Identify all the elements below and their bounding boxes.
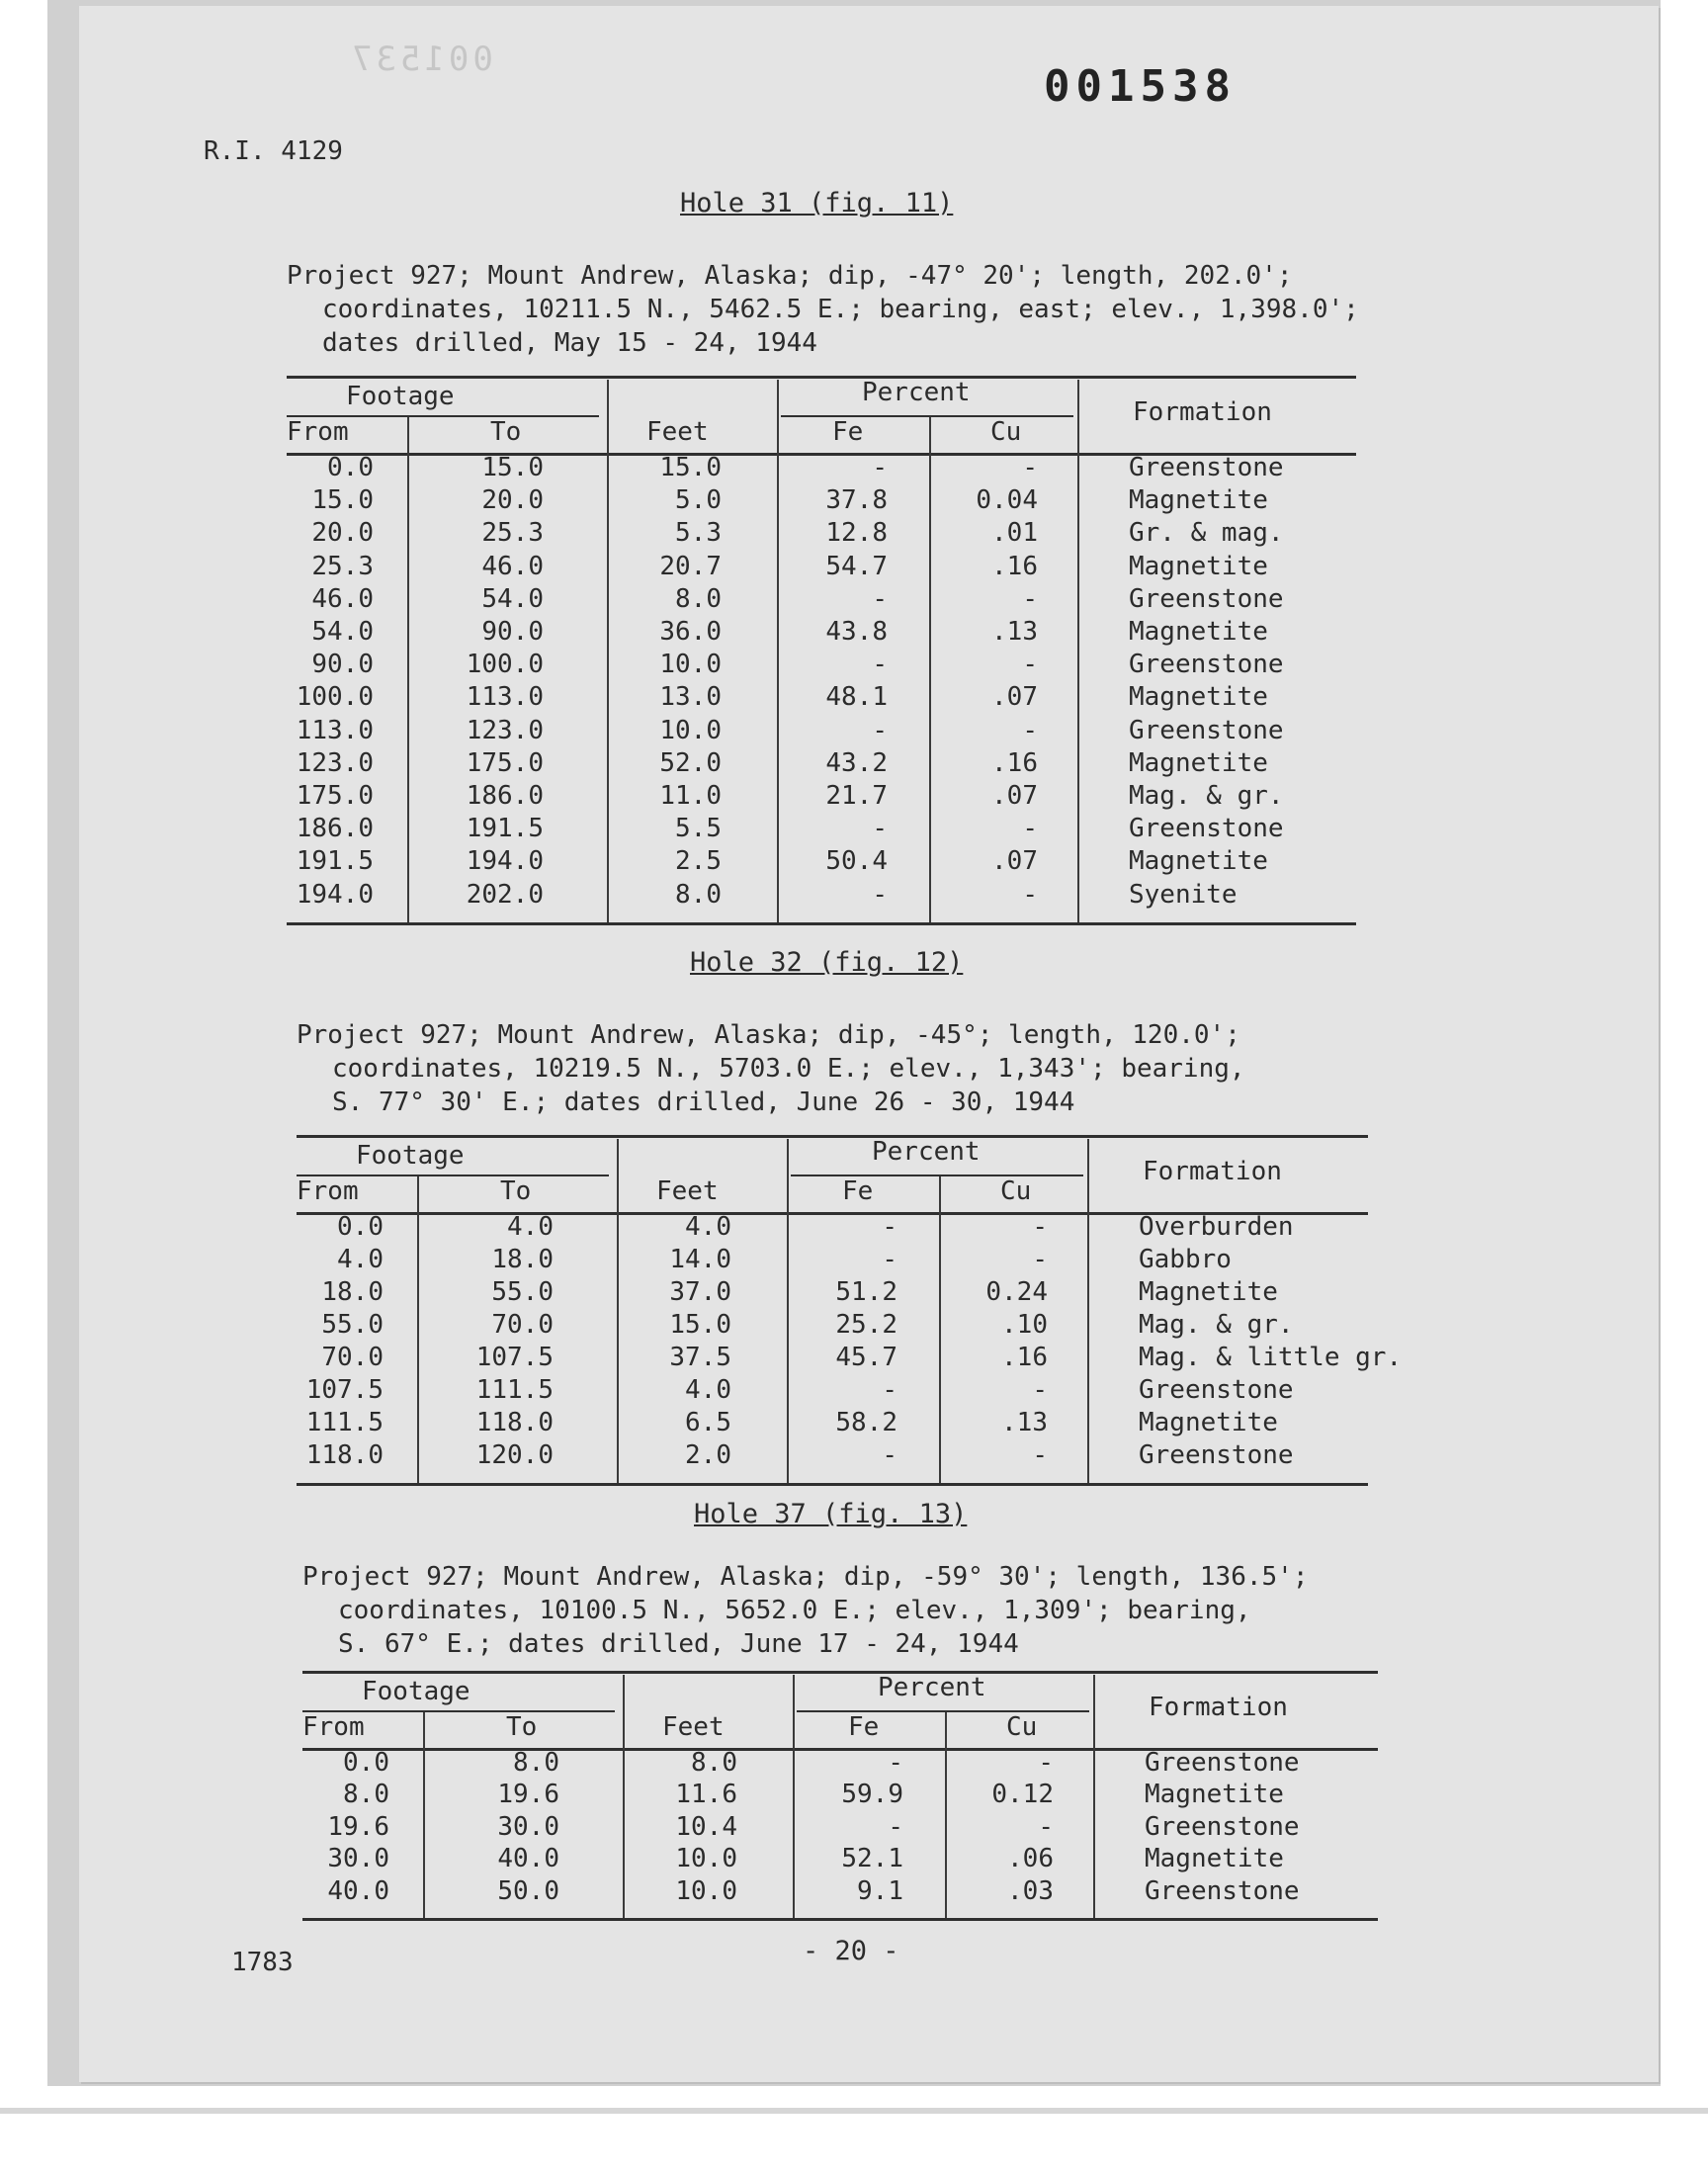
from-cell: 118.0	[305, 1440, 384, 1470]
from-cell: 100.0	[296, 682, 374, 713]
percent-rule	[791, 1174, 1083, 1176]
column-divider	[417, 1176, 419, 1483]
fe-cell: -	[888, 1748, 903, 1778]
from-cell: 8.0	[343, 1780, 389, 1810]
cu-cell: -	[1022, 879, 1038, 910]
cu-cell: .01	[991, 518, 1038, 549]
feet-cell: 5.0	[675, 485, 722, 516]
fe-header: Fe	[832, 417, 864, 447]
to-cell: 118.0	[475, 1408, 554, 1437]
fe-cell: 58.2	[835, 1408, 897, 1437]
cu-cell: .16	[991, 747, 1038, 778]
fe-cell: -	[872, 715, 888, 745]
cu-cell: -	[1022, 453, 1038, 482]
to-cell: 4.0	[507, 1212, 554, 1242]
hole-title: Hole 31 (fig. 11)	[680, 188, 954, 218]
cu-cell: -	[1032, 1212, 1048, 1242]
fe-cell: -	[882, 1212, 897, 1242]
percent-rule	[797, 1710, 1089, 1712]
feet-cell: 37.5	[669, 1343, 731, 1372]
cu-header: Cu	[1006, 1712, 1038, 1742]
column-divider	[1087, 1139, 1089, 1483]
cu-cell: .07	[991, 682, 1038, 713]
feet-cell: 10.0	[659, 650, 722, 680]
percent-header: Percent	[862, 378, 971, 407]
cu-cell: -	[1022, 715, 1038, 745]
feet-cell: 6.5	[685, 1408, 731, 1437]
formation-cell: Gabbro	[1139, 1245, 1232, 1274]
fe-cell: 51.2	[835, 1277, 897, 1307]
fe-cell: -	[882, 1245, 897, 1274]
fe-cell: 52.1	[841, 1844, 903, 1874]
fe-cell: 54.7	[825, 551, 888, 581]
formation-cell: Greenstone	[1145, 1811, 1300, 1842]
to-header: To	[506, 1712, 538, 1742]
feet-cell: 37.0	[669, 1277, 731, 1307]
cu-cell: .03	[1007, 1875, 1054, 1906]
fe-cell: 59.9	[841, 1780, 903, 1810]
cu-cell: .06	[1007, 1844, 1054, 1874]
from-cell: 20.0	[311, 518, 374, 549]
feet-cell: 2.0	[685, 1440, 731, 1470]
fe-cell: 9.1	[857, 1875, 903, 1906]
hole-title: Hole 32 (fig. 12)	[690, 947, 964, 978]
from-cell: 194.0	[296, 879, 374, 910]
from-cell: 40.0	[327, 1875, 389, 1906]
formation-cell: Greenstone	[1129, 715, 1284, 745]
feet-cell: 13.0	[659, 682, 722, 713]
to-cell: 25.3	[481, 518, 544, 549]
cu-cell: .07	[991, 781, 1038, 811]
footer-code: 1783	[231, 1948, 294, 1977]
formation-cell: Mag. & little gr.	[1139, 1343, 1403, 1372]
from-cell: 30.0	[327, 1844, 389, 1874]
from-cell: 175.0	[296, 781, 374, 811]
cu-cell: .16	[991, 551, 1038, 581]
to-cell: 19.6	[497, 1780, 559, 1810]
feet-cell: 14.0	[669, 1245, 731, 1274]
description-line: dates drilled, May 15 - 24, 1944	[322, 328, 817, 358]
feet-cell: 10.0	[659, 715, 722, 745]
fe-cell: -	[872, 814, 888, 844]
from-cell: 54.0	[311, 617, 374, 647]
feet-cell: 8.0	[675, 879, 722, 910]
to-cell: 107.5	[475, 1343, 554, 1372]
percent-rule	[781, 415, 1073, 417]
percent-header: Percent	[878, 1673, 986, 1702]
fe-cell: 45.7	[835, 1343, 897, 1372]
to-cell: 186.0	[466, 781, 544, 811]
description-line: coordinates, 10100.5 N., 5652.0 E.; elev., 1,309'; bearing,	[338, 1596, 1251, 1625]
to-cell: 120.0	[475, 1440, 554, 1470]
cu-header: Cu	[1000, 1176, 1032, 1206]
table-bottom-rule	[297, 1483, 1368, 1486]
to-cell: 90.0	[481, 617, 544, 647]
to-cell: 194.0	[466, 846, 544, 877]
column-divider	[423, 1712, 425, 1918]
feet-cell: 4.0	[685, 1375, 731, 1405]
fe-cell: 25.2	[835, 1310, 897, 1340]
feet-cell: 5.5	[675, 814, 722, 844]
formation-cell: Magnetite	[1129, 617, 1268, 647]
from-cell: 113.0	[296, 715, 374, 745]
fe-cell: -	[872, 879, 888, 910]
fe-header: Fe	[848, 1712, 880, 1742]
feet-cell: 10.4	[675, 1811, 737, 1842]
cu-cell: -	[1032, 1375, 1048, 1405]
drill-table	[302, 1671, 1378, 1922]
formation-header: Formation	[1143, 1157, 1282, 1186]
from-cell: 123.0	[296, 747, 374, 778]
to-cell: 54.0	[481, 583, 544, 614]
from-header: From	[287, 417, 349, 447]
fe-cell: -	[872, 453, 888, 482]
to-cell: 18.0	[491, 1245, 554, 1274]
formation-cell: Greenstone	[1129, 453, 1284, 482]
cu-header: Cu	[990, 417, 1022, 447]
from-header: From	[297, 1176, 359, 1206]
from-cell: 111.5	[305, 1408, 384, 1437]
to-cell: 55.0	[491, 1277, 554, 1307]
cu-cell: .13	[991, 617, 1038, 647]
formation-cell: Syenite	[1129, 879, 1238, 910]
cu-cell: .07	[991, 846, 1038, 877]
feet-header: Feet	[646, 417, 709, 447]
description-line: Project 927; Mount Andrew, Alaska; dip, -59° 30'; length, 136.5';	[302, 1562, 1309, 1592]
ghost-stamp: 001537	[348, 40, 493, 79]
formation-cell: Mag. & gr.	[1139, 1310, 1294, 1340]
report-id: R.I. 4129	[204, 136, 343, 166]
cu-cell: -	[1038, 1748, 1054, 1778]
feet-header: Feet	[662, 1712, 725, 1742]
to-cell: 175.0	[466, 747, 544, 778]
fe-cell: -	[882, 1440, 897, 1470]
feet-cell: 36.0	[659, 617, 722, 647]
hole-description	[302, 1560, 1308, 1661]
feet-cell: 4.0	[685, 1212, 731, 1242]
feet-cell: 52.0	[659, 747, 722, 778]
from-cell: 191.5	[296, 846, 374, 877]
formation-cell: Greenstone	[1139, 1440, 1294, 1470]
cu-cell: -	[1022, 583, 1038, 614]
to-cell: 202.0	[466, 879, 544, 910]
to-cell: 191.5	[466, 814, 544, 844]
from-cell: 90.0	[311, 650, 374, 680]
fe-cell: -	[888, 1811, 903, 1842]
to-cell: 40.0	[497, 1844, 559, 1874]
cu-cell: 0.04	[976, 485, 1038, 516]
feet-cell: 10.0	[675, 1844, 737, 1874]
footage-header: Footage	[346, 382, 455, 411]
formation-cell: Greenstone	[1129, 583, 1284, 614]
fe-header: Fe	[842, 1176, 874, 1206]
table-top-rule	[302, 1671, 1378, 1674]
to-cell: 70.0	[491, 1310, 554, 1340]
to-cell: 30.0	[497, 1811, 559, 1842]
to-cell: 113.0	[466, 682, 544, 713]
formation-cell: Greenstone	[1129, 650, 1284, 680]
table-bottom-rule	[287, 922, 1356, 925]
formation-cell: Greenstone	[1145, 1748, 1300, 1778]
to-header: To	[490, 417, 522, 447]
from-cell: 46.0	[311, 583, 374, 614]
feet-cell: 15.0	[659, 453, 722, 482]
to-cell: 8.0	[513, 1748, 559, 1778]
column-divider	[407, 417, 409, 922]
description-line: coordinates, 10219.5 N., 5703.0 E.; elev., 1,343'; bearing,	[332, 1054, 1245, 1084]
cu-cell: -	[1032, 1245, 1048, 1274]
description-line: coordinates, 10211.5 N., 5462.5 E.; bearing, east; elev., 1,398.0';	[322, 295, 1359, 324]
table-top-rule	[287, 376, 1356, 379]
formation-cell: Magnetite	[1129, 485, 1268, 516]
hole-description	[297, 1018, 1245, 1119]
to-header: To	[500, 1176, 532, 1206]
to-cell: 123.0	[466, 715, 544, 745]
to-cell: 50.0	[497, 1875, 559, 1906]
formation-cell: Magnetite	[1139, 1408, 1278, 1437]
from-cell: 18.0	[321, 1277, 384, 1307]
feet-cell: 11.0	[659, 781, 722, 811]
formation-cell: Mag. & gr.	[1129, 781, 1284, 811]
from-cell: 0.0	[343, 1748, 389, 1778]
fe-cell: 12.8	[825, 518, 888, 549]
from-cell: 107.5	[305, 1375, 384, 1405]
from-cell: 0.0	[327, 453, 374, 482]
fe-cell: 37.8	[825, 485, 888, 516]
cu-cell: -	[1022, 650, 1038, 680]
fe-cell: 43.2	[825, 747, 888, 778]
from-cell: 0.0	[337, 1212, 384, 1242]
from-cell: 15.0	[311, 485, 374, 516]
formation-cell: Overburden	[1139, 1212, 1294, 1242]
to-cell: 111.5	[475, 1375, 554, 1405]
feet-cell: 5.3	[675, 518, 722, 549]
formation-cell: Greenstone	[1139, 1375, 1294, 1405]
formation-cell: Greenstone	[1145, 1875, 1300, 1906]
from-cell: 70.0	[321, 1343, 384, 1372]
feet-cell: 8.0	[691, 1748, 737, 1778]
feet-cell: 15.0	[669, 1310, 731, 1340]
fe-cell: -	[872, 650, 888, 680]
feet-cell: 20.7	[659, 551, 722, 581]
from-cell: 4.0	[337, 1245, 384, 1274]
description-line: Project 927; Mount Andrew, Alaska; dip, -45°; length, 120.0';	[297, 1020, 1240, 1050]
table-top-rule	[297, 1135, 1368, 1138]
cu-cell: .16	[1001, 1343, 1048, 1372]
to-cell: 20.0	[481, 485, 544, 516]
cu-cell: -	[1032, 1440, 1048, 1470]
cu-cell: .13	[1001, 1408, 1048, 1437]
from-cell: 19.6	[327, 1811, 389, 1842]
formation-cell: Magnetite	[1145, 1780, 1284, 1810]
formation-cell: Magnetite	[1139, 1277, 1278, 1307]
column-divider	[1093, 1675, 1095, 1918]
description-line: S. 77° 30' E.; dates drilled, June 26 - 30, 1944	[332, 1088, 1075, 1117]
formation-cell: Magnetite	[1129, 551, 1268, 581]
to-cell: 100.0	[466, 650, 544, 680]
fe-cell: 43.8	[825, 617, 888, 647]
column-divider	[1077, 380, 1079, 922]
formation-cell: Greenstone	[1129, 814, 1284, 844]
feet-cell: 8.0	[675, 583, 722, 614]
formation-cell: Magnetite	[1145, 1844, 1284, 1874]
fe-cell: 50.4	[825, 846, 888, 877]
to-cell: 15.0	[481, 453, 544, 482]
cu-cell: 0.24	[985, 1277, 1048, 1307]
percent-header: Percent	[872, 1137, 981, 1167]
formation-cell: Magnetite	[1129, 747, 1268, 778]
fe-cell: 21.7	[825, 781, 888, 811]
hole-title: Hole 37 (fig. 13)	[694, 1499, 968, 1529]
feet-cell: 11.6	[675, 1780, 737, 1810]
formation-cell: Magnetite	[1129, 846, 1268, 877]
hole-description	[287, 259, 1359, 360]
cu-cell: -	[1038, 1811, 1054, 1842]
table-bottom-rule	[302, 1918, 1378, 1921]
formation-cell: Magnetite	[1129, 682, 1268, 713]
from-cell: 25.3	[311, 551, 374, 581]
footage-header: Footage	[362, 1677, 470, 1706]
feet-cell: 10.0	[675, 1875, 737, 1906]
fe-cell: -	[882, 1375, 897, 1405]
cu-cell: 0.12	[991, 1780, 1054, 1810]
fe-cell: 48.1	[825, 682, 888, 713]
formation-header: Formation	[1133, 397, 1272, 427]
document-number: 001538	[1044, 61, 1237, 112]
formation-cell: Gr. & mag.	[1129, 518, 1284, 549]
cu-cell: -	[1022, 814, 1038, 844]
from-header: From	[302, 1712, 365, 1742]
feet-cell: 2.5	[675, 846, 722, 877]
fe-cell: -	[872, 583, 888, 614]
formation-header: Formation	[1149, 1693, 1288, 1722]
feet-header: Feet	[656, 1176, 719, 1206]
page-number: - 20 -	[803, 1936, 899, 1966]
drill-table	[287, 376, 1356, 926]
from-cell: 186.0	[296, 814, 374, 844]
footage-header: Footage	[356, 1141, 465, 1171]
to-cell: 46.0	[481, 551, 544, 581]
drill-table	[297, 1135, 1403, 1487]
bottom-edge	[0, 2108, 1708, 2114]
description-line: S. 67° E.; dates drilled, June 17 - 24, 1944	[338, 1629, 1019, 1659]
description-line: Project 927; Mount Andrew, Alaska; dip, -47° 20'; length, 202.0';	[287, 261, 1293, 291]
from-cell: 55.0	[321, 1310, 384, 1340]
cu-cell: .10	[1001, 1310, 1048, 1340]
